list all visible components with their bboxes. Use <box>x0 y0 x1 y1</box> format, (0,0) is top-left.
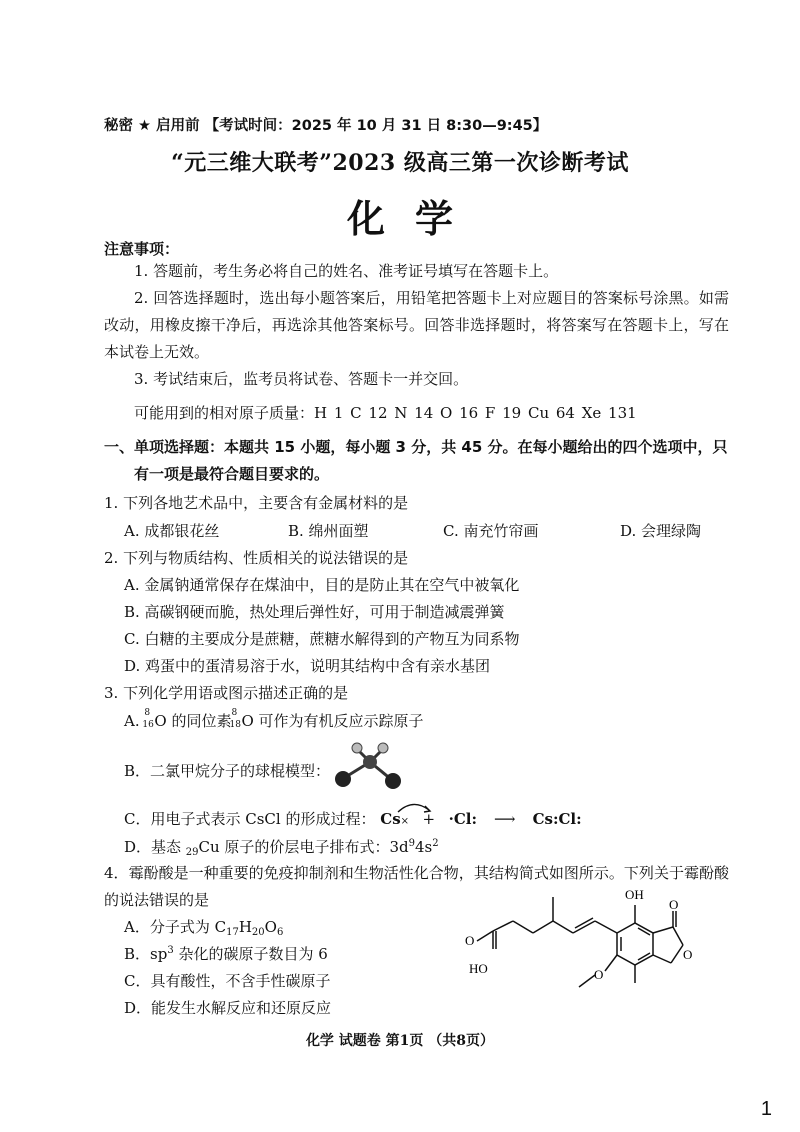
q2-option-d: D. 鸡蛋中的蛋清易溶于水，说明其结构中含有亲水基团 <box>124 657 491 675</box>
q4-option-d: D．能发生水解反应和还原反应 <box>124 999 332 1017</box>
acid-o-label: O <box>465 933 475 948</box>
page-number: 1 <box>760 1098 772 1120</box>
electron-transfer-arrow-icon <box>395 800 435 814</box>
notice-item-2: 2. 回答选择题时，选出每小题答案后，用铅笔把答题卡上对应题目的答案标号涂黑。如需改动，用橡皮擦干净后，再选涂其他答案标号。回答非选择题时，将答案写在答题卡上，写在本试卷上无效。 <box>104 289 729 361</box>
q2-option-c: C. 白糖的主要成分是蔗糖，蔗糖水解得到的产物互为同系物 <box>124 630 520 648</box>
section-text: 一、单项选择题：本题共 15 小题，每小题 3 分，共 45 分。在每小题给出的四个选项中，只有一项是最符合题目要求的。 <box>104 438 728 483</box>
notice-item-1: 1. 答题前，考生务必将自己的姓名、准考证号填写在答题卡上。 <box>134 262 559 280</box>
confidential-header: 秘密 ★ 启用前 【考试时间：2025 年 10 月 31 日 8:30—9:45】 <box>104 118 548 134</box>
q4-option-b: B．$sp^3$ 杂化的碳原子数目为 6 <box>124 945 328 963</box>
q2-stem: 2. 下列与物质结构、性质相关的说法错误的是 <box>104 549 409 567</box>
notice-heading: 注意事项： <box>104 240 180 258</box>
q4-stem: 4．霉酚酸是一种重要的免疫抑制剂和生物活性化合物，其结构简式如图所示。下列关于霉酚酸的说法错误的是 <box>104 864 729 909</box>
q1-option-c: C. 南充竹帘画 <box>443 522 539 540</box>
atomic-masses: 可能用到的相对原子质量：H 1 C 12 N 14 O 16 F 19 Cu 64 Xe 131 <box>134 404 637 422</box>
q1-option-a: A. 成都银花丝 <box>124 522 220 540</box>
mycophenolic-acid-structure <box>455 875 705 1020</box>
q2-option-a: A. 金属钠通常保存在煤油中，目的是防止其在空气中被氧化 <box>124 576 520 594</box>
notice-item-3: 3. 考试结束后，监考员将试卷、答题卡一并交回。 <box>134 370 469 388</box>
q3-option-b: B．二氯甲烷分子的球棍模型： <box>124 762 331 780</box>
q1-option-b: B. 绵州面塑 <box>288 522 369 540</box>
q3-option-c: C．用电子式表示 CsCl 的形成过程： Cs× + ·Cl: ⟶ Cs:Cl: <box>124 810 582 828</box>
lactone-ring-o-label: O <box>683 947 693 962</box>
q3-option-d: D．基态 $_{29}$Cu 原子的价层电子排布式：$3d^94s^2$ <box>124 838 439 858</box>
section-heading <box>104 434 729 488</box>
q3-option-a: A. 8 16 O 的同位素 8 18 O 可作为有机反应示踪原子 <box>124 708 424 730</box>
q2-option-b: B. 高碳钢硬而脆，热处理后弹性好，可用于制造减震弹簧 <box>124 603 505 621</box>
q4-option-c: C．具有酸性，不含手性碳原子 <box>124 972 331 990</box>
methoxy-o-label: O <box>594 967 604 982</box>
q3-stem: 3. 下列化学用语或图示描述正确的是 <box>104 684 349 702</box>
subject-title: 化学 <box>346 196 483 241</box>
exam-title: “元三维大联考”2023 级高三第一次诊断考试 <box>171 150 629 176</box>
page-footer: 化学 试题卷 第1页 （共8页） <box>305 1033 495 1049</box>
dichloromethane-ball-stick-model <box>330 740 402 792</box>
q4-option-a: A．分子式为 $C_{17}H_{20}O_6$ <box>124 918 284 938</box>
ho-label: HO <box>469 961 488 976</box>
lactone-carbonyl-o-label: O <box>669 897 679 912</box>
oh-label: OH <box>625 887 644 902</box>
q1-stem: 1. 下列各地艺术品中，主要含有金属材料的是 <box>104 494 409 512</box>
q1-option-d: D. 会理绿陶 <box>620 522 702 540</box>
